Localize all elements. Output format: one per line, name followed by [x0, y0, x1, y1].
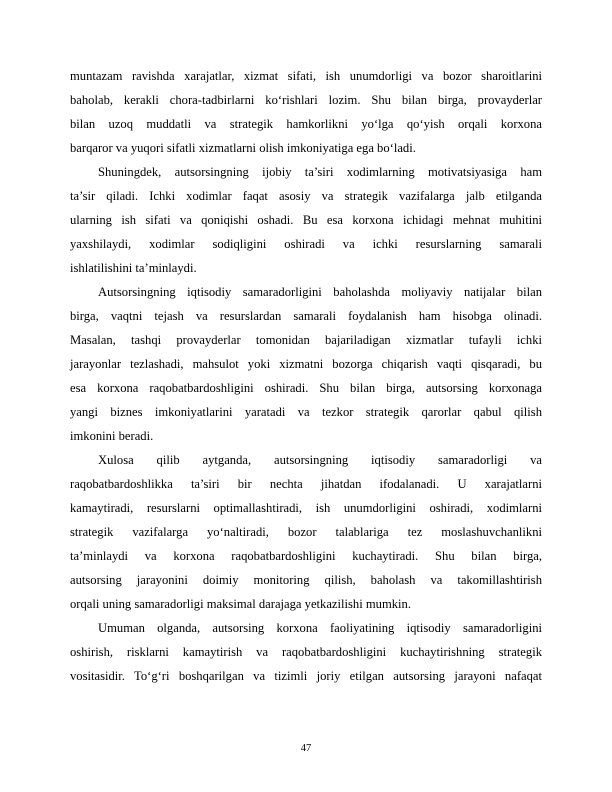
text-line: yaxshilaydi, xodimlar sodiqligini oshiradi va ichki resurslarning samarali: [70, 237, 542, 251]
text-line: ta’sir qiladi. Ichki xodimlar faqat asosiy va strategik vazifalarga jalb etilganda: [70, 189, 542, 203]
text-line: ishlatilishini ta’minlaydi.: [70, 261, 197, 275]
text-line: kamaytiradi, resurslarni optimallashtiradi, ish unumdorligini oshiradi, xodimlarni: [70, 501, 542, 515]
text-line: esa korxona raqobatbardoshligini oshiradi. Shu bilan birga, autsorsing korxonaga: [70, 381, 542, 395]
text-line: orqali uning samaradorligi maksimal darajaga yetkazilishi mumkin.: [70, 597, 411, 611]
text-line: yangi biznes imkoniyatlarini yaratadi va tezkor strategik qarorlar qabul qilish: [70, 405, 542, 419]
text-line: oshirish, risklarni kamaytirish va raqobatbardoshligini kuchaytirishning strategik: [70, 645, 542, 659]
text-line: imkonini beradi.: [70, 429, 154, 443]
text-line: Masalan, tashqi provayderlar tomonidan bajariladigan xizmatlar tufayli ichki: [70, 333, 542, 347]
paragraph-start-line: Shuningdek, autsorsingning ijobiy ta’siri xodimlarning motivatsiyasiga ham: [98, 165, 542, 179]
paragraph-start-line: Umuman olganda, autsorsing korxona faoliyatining iqtisodiy samaradorligini: [98, 621, 542, 635]
text-line: ularning ish sifati va qoniqishi oshadi. Bu esa korxona ichidagi mehnat muhitini: [70, 213, 542, 227]
text-line: baholab, kerakli chora-tadbirlarni ko‘rishlari lozim. Shu bilan birga, provayderlar: [70, 93, 542, 107]
text-line: autsorsing jarayonini doimiy monitoring qilish, baholash va takomillashtirish: [70, 573, 542, 587]
paragraph-start-line: Xulosa qilib aytganda, autsorsingning iqtisodiy samaradorligi va: [98, 453, 542, 467]
page-number: 47: [300, 743, 312, 754]
text-line: birga, vaqtni tejash va resurslardan samarali foydalanish ham hisobga olinadi.: [70, 309, 542, 323]
text-line: bilan uzoq muddatli va strategik hamkorlikni yo‘lga qo‘yish orqali korxona: [70, 117, 542, 131]
text-line: ta’minlaydi va korxona raqobatbardoshligini kuchaytiradi. Shu bilan birga,: [70, 549, 542, 563]
text-line: vositasidir. To‘g‘ri boshqarilgan va tizimli joriy etilgan autsorsing jarayoni nafaqat: [70, 669, 542, 683]
text-line: muntazam ravishda xarajatlar, xizmat sifati, ish unumdorligi va bozor sharoitlarini: [70, 69, 542, 83]
body-text: [70, 64, 542, 688]
text-line: jarayonlar tezlashadi, mahsulot yoki xizmatni bozorga chiqarish vaqti qisqaradi, bu: [70, 357, 542, 371]
paragraph-start-line: Autsorsingning iqtisodiy samaradorligini baholashda moliyaviy natijalar bilan: [98, 285, 542, 299]
text-line: barqaror va yuqori sifatli xizmatlarni olish imkoniyatiga ega bo‘ladi.: [70, 141, 416, 155]
text-line: raqobatbardoshlikka ta’siri bir nechta jihatdan ifodalanadi. U xarajatlarni: [70, 477, 542, 491]
text-line: strategik vazifalarga yo‘naltiradi, bozor talablariga tez moslashuvchanlikni: [70, 525, 542, 539]
